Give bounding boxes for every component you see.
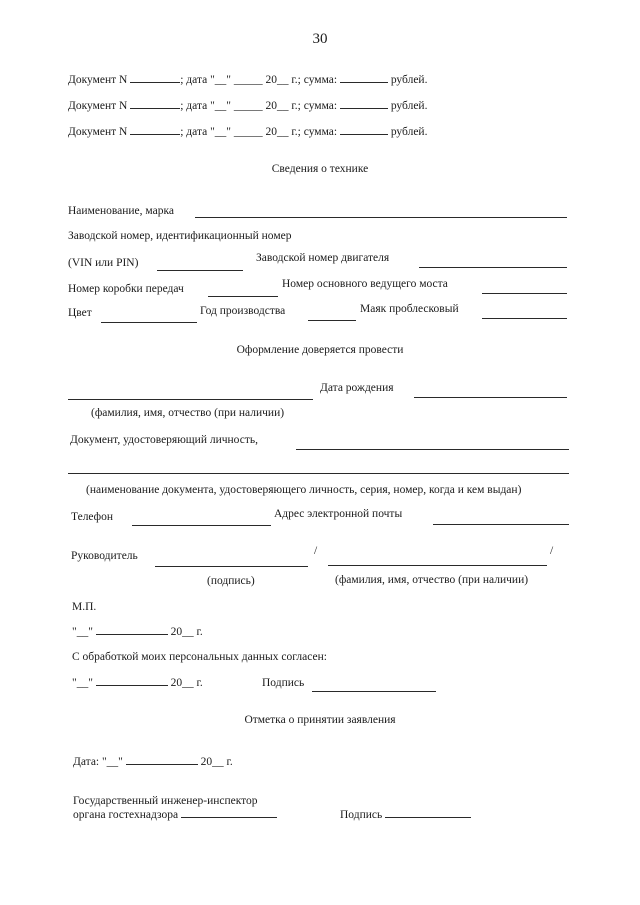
consent-signature-field[interactable]: [312, 691, 436, 692]
document-line-1: [68, 73, 427, 87]
drive-axle-number-label: Номер основного ведущего моста: [282, 278, 448, 290]
drive-axle-number-field[interactable]: [482, 293, 567, 294]
consent-date-day: "__": [72, 677, 93, 689]
manager-fio-field[interactable]: [328, 565, 547, 566]
document-date: ; дата "__" _____ 20__ г.;: [180, 100, 301, 112]
document-label: Документ N: [68, 100, 128, 112]
document-number-field[interactable]: [130, 108, 180, 109]
document-rubles: рублей.: [390, 74, 428, 86]
document-sum-field[interactable]: [340, 108, 388, 109]
serial-id-label: Заводской номер, идентификационный номер: [68, 230, 292, 242]
birth-date-field[interactable]: [414, 397, 567, 398]
phone-field[interactable]: [132, 525, 271, 526]
document-label: Документ N: [68, 74, 128, 86]
page-number: 30: [312, 31, 328, 47]
document-line-3: [68, 125, 427, 139]
manager-fio-caption: (фамилия, имя, отчество (при наличии): [335, 574, 529, 586]
id-document-field-continued[interactable]: [68, 473, 569, 474]
beacon-field[interactable]: [482, 318, 567, 319]
document-date: ; дата "__" _____ 20__ г.;: [180, 126, 301, 138]
inspector-title-line-2: [73, 808, 277, 822]
acceptance-date-month-field[interactable]: [126, 764, 198, 765]
acceptance-date-label: Дата: "__": [73, 756, 123, 768]
consent-date-line: [72, 676, 203, 690]
id-document-caption: (наименование документа, удостоверяющего личность, серия, номер, когда и кем выдан): [86, 484, 522, 496]
color-field[interactable]: [101, 322, 197, 323]
name-brand-field[interactable]: [195, 217, 567, 218]
representative-heading: Оформление доверяется провести: [236, 344, 404, 356]
consent-date-month-field[interactable]: [96, 685, 168, 686]
inspector-title-line-2-text: органа гостехнадзора: [73, 809, 179, 821]
document-sum-label: сумма:: [303, 126, 338, 138]
document-sum-field[interactable]: [340, 134, 388, 135]
inspector-signature-field[interactable]: [385, 817, 471, 818]
acceptance-date-year: 20__ г.: [200, 756, 233, 768]
document-rubles: рублей.: [390, 126, 428, 138]
gearbox-number-field[interactable]: [208, 296, 278, 297]
consent-text: С обработкой моих персональных данных согласен:: [72, 651, 327, 663]
document-sum-field[interactable]: [340, 82, 388, 83]
engine-number-label: Заводской номер двигателя: [256, 252, 390, 264]
inspector-body-field[interactable]: [181, 817, 277, 818]
email-label: Адрес электронной почты: [274, 508, 403, 520]
consent-date-year: 20__ г.: [170, 677, 203, 689]
birth-date-label: Дата рождения: [320, 382, 394, 394]
representative-fio-caption: (фамилия, имя, отчество (при наличии): [91, 407, 285, 419]
tech-section-heading: Сведения о технике: [271, 163, 369, 175]
color-label: Цвет: [68, 307, 92, 319]
engine-number-field[interactable]: [419, 267, 567, 268]
manager-slash-2: /: [550, 545, 554, 557]
acceptance-date-line: [73, 755, 233, 769]
year-field[interactable]: [308, 320, 356, 321]
id-document-field[interactable]: [296, 449, 569, 450]
gearbox-number-label: Номер коробки передач: [68, 283, 184, 295]
document-rubles: рублей.: [390, 100, 428, 112]
vin-pin-field[interactable]: [157, 270, 243, 271]
inspector-signature-line: [340, 808, 471, 822]
vin-pin-label: (VIN или PIN): [68, 257, 139, 269]
manager-signature-field[interactable]: [155, 566, 308, 567]
stamp-label: М.П.: [72, 601, 97, 613]
acceptance-heading: Отметка о принятии заявления: [244, 714, 396, 726]
id-document-label: Документ, удостоверяющий личность,: [70, 434, 258, 446]
name-brand-label: Наименование, марка: [68, 205, 174, 217]
document-sum-label: сумма:: [303, 74, 338, 86]
manager-label: Руководитель: [71, 550, 138, 562]
manager-date-year: 20__ г.: [170, 626, 203, 638]
beacon-label: Маяк проблесковый: [360, 303, 459, 315]
manager-signature-caption: (подпись): [207, 575, 255, 587]
document-number-field[interactable]: [130, 82, 180, 83]
representative-fio-field[interactable]: [68, 399, 313, 400]
document-date: ; дата "__" _____ 20__ г.;: [180, 74, 301, 86]
document-line-2: [68, 99, 427, 113]
manager-date-line: [72, 625, 203, 639]
inspector-title-line-1: Государственный инженер-инспектор: [73, 795, 258, 807]
manager-slash-1: /: [314, 545, 318, 557]
year-label: Год производства: [200, 305, 286, 317]
document-sum-label: сумма:: [303, 100, 338, 112]
document-number-field[interactable]: [130, 134, 180, 135]
email-field[interactable]: [433, 524, 569, 525]
manager-date-month-field[interactable]: [96, 634, 168, 635]
phone-label: Телефон: [71, 511, 114, 523]
consent-signature-label: Подпись: [262, 677, 305, 689]
inspector-signature-label: Подпись: [340, 809, 383, 821]
document-label: Документ N: [68, 126, 128, 138]
manager-date-day: "__": [72, 626, 93, 638]
